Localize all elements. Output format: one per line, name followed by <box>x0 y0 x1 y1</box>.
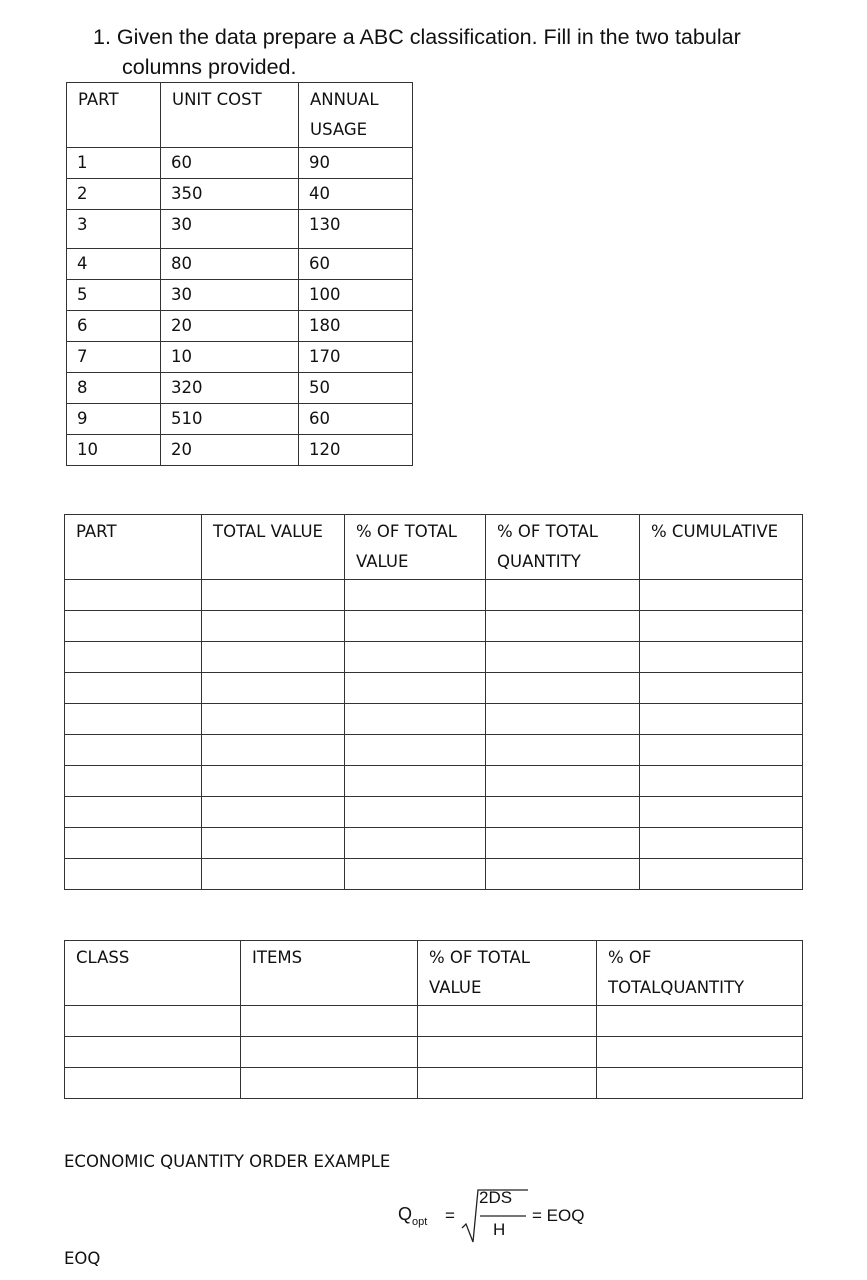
cell-unit-cost: 20 <box>161 435 299 466</box>
input-cell[interactable] <box>65 735 202 766</box>
cell-part: 9 <box>67 404 161 435</box>
formula-numerator: 2DS <box>479 1188 513 1207</box>
table-header-row <box>67 83 413 148</box>
eoq-section-title: ECONOMIC QUANTITY ORDER EXAMPLE <box>64 1152 391 1171</box>
header-items: ITEMS <box>241 941 418 1006</box>
cell-annual-usage: 90 <box>299 148 413 179</box>
question-line-1: 1. Given the data prepare a ABC classification. Fill in the two tabular <box>93 25 741 49</box>
table-row <box>67 249 413 280</box>
header-part: PART <box>67 83 161 148</box>
input-cell[interactable] <box>486 735 640 766</box>
cell-unit-cost: 20 <box>161 311 299 342</box>
input-cell[interactable] <box>640 611 803 642</box>
table-row <box>65 673 803 704</box>
input-cell[interactable] <box>640 642 803 673</box>
cell-unit-cost: 30 <box>161 280 299 311</box>
cell-annual-usage: 120 <box>299 435 413 466</box>
question-text <box>93 22 833 82</box>
cell-part: 10 <box>67 435 161 466</box>
input-cell[interactable] <box>418 1068 597 1099</box>
input-cell[interactable] <box>202 580 345 611</box>
formula-denominator: H <box>493 1220 506 1239</box>
input-cell[interactable] <box>345 642 486 673</box>
header-unit-cost: UNIT COST <box>161 83 299 148</box>
cell-unit-cost: 320 <box>161 373 299 404</box>
header-pct-total-value: % OF TOTAL VALUE <box>345 515 486 580</box>
table-row <box>67 179 413 210</box>
table-row <box>67 435 413 466</box>
cell-unit-cost: 350 <box>161 179 299 210</box>
input-cell[interactable] <box>345 673 486 704</box>
cell-part: 3 <box>67 210 161 249</box>
input-cell[interactable] <box>486 828 640 859</box>
abc-analysis-table <box>64 514 803 890</box>
header-total-value: TOTAL VALUE <box>202 515 345 580</box>
cell-annual-usage: 180 <box>299 311 413 342</box>
input-cell[interactable] <box>640 828 803 859</box>
input-cell[interactable] <box>202 797 345 828</box>
table-row <box>65 1068 803 1099</box>
table-row <box>67 342 413 373</box>
input-cell[interactable] <box>640 797 803 828</box>
input-cell[interactable] <box>418 1037 597 1068</box>
input-cell[interactable] <box>597 1006 803 1037</box>
cell-part: 5 <box>67 280 161 311</box>
table-row <box>65 704 803 735</box>
input-cell[interactable] <box>65 766 202 797</box>
input-cell[interactable] <box>486 797 640 828</box>
cell-annual-usage: 60 <box>299 404 413 435</box>
input-cell[interactable] <box>241 1068 418 1099</box>
input-cell[interactable] <box>486 580 640 611</box>
cell-part: 6 <box>67 311 161 342</box>
table-row <box>67 373 413 404</box>
header-class: CLASS <box>65 941 241 1006</box>
formula-result: = EOQ <box>532 1206 585 1225</box>
table-row <box>65 797 803 828</box>
input-cell[interactable] <box>640 704 803 735</box>
cell-unit-cost: 80 <box>161 249 299 280</box>
input-cell[interactable] <box>65 828 202 859</box>
input-cell[interactable] <box>241 1037 418 1068</box>
input-cell[interactable] <box>486 673 640 704</box>
input-cell[interactable] <box>486 642 640 673</box>
input-cell[interactable] <box>65 580 202 611</box>
input-cell[interactable] <box>65 859 202 890</box>
table-row <box>65 580 803 611</box>
input-cell[interactable] <box>345 859 486 890</box>
input-cell[interactable] <box>65 704 202 735</box>
cell-unit-cost: 510 <box>161 404 299 435</box>
cell-unit-cost: 30 <box>161 210 299 249</box>
table-row <box>65 766 803 797</box>
cell-unit-cost: 60 <box>161 148 299 179</box>
input-cell[interactable] <box>345 766 486 797</box>
input-cell[interactable] <box>202 828 345 859</box>
formula-subscript: opt <box>412 1216 428 1228</box>
cell-annual-usage: 50 <box>299 373 413 404</box>
input-cell[interactable] <box>65 673 202 704</box>
table-row <box>65 859 803 890</box>
input-cell[interactable] <box>241 1006 418 1037</box>
input-cell[interactable] <box>65 1006 241 1037</box>
header-part: PART <box>65 515 202 580</box>
input-cell[interactable] <box>202 611 345 642</box>
input-cell[interactable] <box>345 735 486 766</box>
input-cell[interactable] <box>65 1037 241 1068</box>
formula-equals: = <box>445 1206 455 1225</box>
cell-annual-usage: 170 <box>299 342 413 373</box>
table-row <box>65 1037 803 1068</box>
input-cell[interactable] <box>640 673 803 704</box>
table-row <box>65 611 803 642</box>
table-row <box>65 642 803 673</box>
table-row <box>67 210 413 249</box>
input-cell[interactable] <box>202 673 345 704</box>
cell-part: 1 <box>67 148 161 179</box>
table-row <box>65 735 803 766</box>
input-cell[interactable] <box>597 1068 803 1099</box>
input-cell[interactable] <box>65 611 202 642</box>
input-cell[interactable] <box>202 704 345 735</box>
cell-part: 7 <box>67 342 161 373</box>
cell-part: 2 <box>67 179 161 210</box>
input-cell[interactable] <box>486 859 640 890</box>
class-summary-table <box>64 940 803 1099</box>
input-cell[interactable] <box>345 611 486 642</box>
header-pct-cumulative: % CUMULATIVE <box>640 515 803 580</box>
question-line-2: columns provided. <box>122 55 297 79</box>
input-cell[interactable] <box>202 859 345 890</box>
eoq-label: EOQ <box>64 1249 101 1268</box>
input-cell[interactable] <box>65 797 202 828</box>
table-row <box>67 311 413 342</box>
table-row <box>67 280 413 311</box>
table-header-row <box>65 515 803 580</box>
formula-q: Q <box>398 1204 413 1224</box>
header-pct-total-value: % OF TOTAL VALUE <box>418 941 597 1006</box>
input-cell[interactable] <box>486 704 640 735</box>
cell-part: 4 <box>67 249 161 280</box>
input-cell[interactable] <box>202 642 345 673</box>
table-header-row <box>65 941 803 1006</box>
input-cell[interactable] <box>640 766 803 797</box>
input-cell[interactable] <box>345 704 486 735</box>
input-cell[interactable] <box>486 766 640 797</box>
input-cell[interactable] <box>202 766 345 797</box>
input-cell[interactable] <box>65 642 202 673</box>
header-pct-total-quantity: % OF TOTALQUANTITY <box>597 941 803 1006</box>
cell-annual-usage: 60 <box>299 249 413 280</box>
cell-annual-usage: 40 <box>299 179 413 210</box>
table-row <box>65 1006 803 1037</box>
table-row <box>67 404 413 435</box>
input-cell[interactable] <box>640 735 803 766</box>
input-cell[interactable] <box>202 735 345 766</box>
cell-part: 8 <box>67 373 161 404</box>
input-cell[interactable] <box>640 859 803 890</box>
parts-data-table <box>66 82 413 466</box>
header-annual-usage: ANNUAL USAGE <box>299 83 413 148</box>
cell-annual-usage: 130 <box>299 210 413 249</box>
input-cell[interactable] <box>345 828 486 859</box>
eoq-formula <box>398 1184 608 1246</box>
input-cell[interactable] <box>345 797 486 828</box>
input-cell[interactable] <box>597 1037 803 1068</box>
table-row <box>67 148 413 179</box>
input-cell[interactable] <box>345 580 486 611</box>
cell-unit-cost: 10 <box>161 342 299 373</box>
cell-annual-usage: 100 <box>299 280 413 311</box>
input-cell[interactable] <box>418 1006 597 1037</box>
input-cell[interactable] <box>65 1068 241 1099</box>
header-pct-total-quantity: % OF TOTAL QUANTITY <box>486 515 640 580</box>
input-cell[interactable] <box>640 580 803 611</box>
input-cell[interactable] <box>486 611 640 642</box>
table-row <box>65 828 803 859</box>
